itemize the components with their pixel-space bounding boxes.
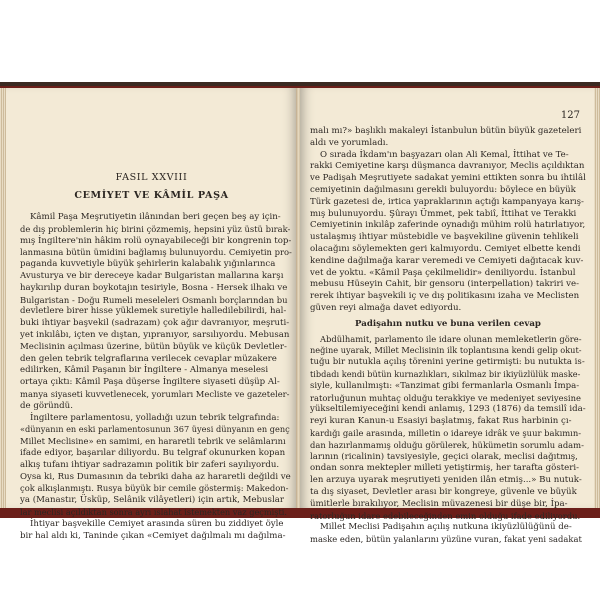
text-line: İhtiyar başvekille Cemiyet arasında süren bu ziddiyet öyle <box>30 518 284 529</box>
text-line: güven reyi almağa davet ediyordu. <box>310 302 462 313</box>
text-line: Oysa ki, Rus Dumasının da tebriki daha az hararetli değildi ve <box>20 471 291 482</box>
text-line: ortaya çıktı: Kâmil Paşa düşerse İngiltere siyaseti düşüp Al- <box>20 377 280 388</box>
text-line: mış bulunuyordu. Şûrayı Ümmet, pek tabiî, İttihat ve Terakki <box>310 208 577 219</box>
text-line: O sırada İkdam'ın başyazarı olan Ali Kemal, İttihat ve Te- <box>320 149 569 160</box>
text-line: lanmasına bütün ümidini bağlamış bulunuyordu. Cemiyetin pro- <box>20 247 292 258</box>
text-line: ve Padişah Meşrutiyete sadakat yemini ettikten sonra bu ihtilâl <box>310 173 586 184</box>
text-line: ustalaşmış ihtiyar müstebidle ve başvekiline güvenin tehlikeli <box>310 232 579 243</box>
text-line: ratorluğun idare edebileceğinden emin olduğu ifade ediliyordu. <box>310 510 581 521</box>
text-line: Cemiyetinin inkılâp zaferinde oynadığı mühim rolü hatırlatıyor, <box>310 220 586 231</box>
text-line: buki ihtiyar başvekil (sadrazam) çok ağır davranıyor, meşruti- <box>20 318 290 329</box>
text-line: lar meclisi açıldıktan sonra ayrı ıslahat istemekten vaz geçmişti. <box>20 506 287 517</box>
text-line: Abdülhamit, parlamento ile idare olunan memleketlerin göre- <box>320 333 582 344</box>
text-line: maske eden, bütün yalanlarını yüzüne vuran, fakat yeni sadakat <box>310 534 582 545</box>
text-line: de dış problemlerin hiç birini çözmemiş, hepsini yüz üstü bırak- <box>20 223 291 234</box>
text-line: larının (ricalinin) tavsiyesiyle, geçici olarak, meclisi dağıtmış, <box>310 451 578 462</box>
section-subheading: Padişahın nutku ve buna verilen cevap <box>355 318 541 329</box>
text-line: Kâmil Paşa Meşrutiyetin ilânından beri geçen beş ay için- <box>30 212 281 222</box>
left-page-body <box>20 212 292 542</box>
text-line: alkış tufanı ihtiyar sadrazamın politik bir zaferi sayılıyordu. <box>20 459 280 470</box>
text-line: kardığı gaile arasında, milletin o idareye idrâk ve şuur bakımın- <box>310 427 582 438</box>
left-page <box>6 88 297 541</box>
text-line: devletlere birer hisse yüklemek suretiyle halledilebilirdi, hal- <box>20 306 287 317</box>
text-line: ümitlerle bırakılıyor, Meclisin müvazenesi bir düşe bir, İpa- <box>310 498 568 509</box>
text-line: reyi kuran Kanun-u Esasiyi başlatmış, fakat Rus harbinin çı- <box>310 416 572 427</box>
text-line: de göründü. <box>20 400 73 411</box>
text-line: Bulgaristan - Doğu Rumeli meseleleri Osmanlı borçlarından bu <box>20 294 288 305</box>
page-number: 127 <box>560 110 580 121</box>
text-line: siyle, kullanılmıştı: «Tanzimat gibi fermanlarla Osmanlı İmpa- <box>310 380 580 391</box>
right-page <box>300 88 594 545</box>
text-line: Avusturya ve bir dereceye kadar Bulgaristan mallarına karşı <box>20 270 284 281</box>
text-line: rakki Cemiyetine karşı düşmanca davranıyor, Meclis açıldıktan <box>310 161 585 172</box>
text-line: ratorluğunun muhtaç olduğu terakkiye ve medeniyet seviyesine <box>310 392 581 403</box>
chapter-title: CEMİYET VE KÂMİL PAŞA <box>74 190 229 201</box>
text-line: «dünyanın en eski parlamentosunun 367 üyesi dünyanın en genç <box>20 424 290 435</box>
book-top-edge <box>0 82 600 86</box>
text-line: yet inkılâbı, içten ve dıştan, yıpranıyor, sarsılıyordu. Mebusan <box>20 329 290 340</box>
text-line: aldı ve yorumladı. <box>310 137 389 148</box>
text-line: vet de yoktu. «Kâmil Paşa çekilmelidir» deniliyordu. İstanbul <box>310 267 576 278</box>
text-line: Türk gazetesi de, irtica yapraklarının açtığı kampanyaya karış- <box>310 196 584 207</box>
text-line: rerek ihtiyar başvekili iç ve dış politikasını izaha ve Meclisten <box>310 291 580 302</box>
text-line: İngiltere parlamentosu, yolladığı uzun tebrik telgrafında: <box>30 412 280 423</box>
text-line: Meclisinin açılması üzerine, bütün büyük ve küçük Devletler- <box>20 341 287 352</box>
text-line: Millet Meclisine» en samimi, en hararetli tebrik ve selâmlarını <box>20 436 286 447</box>
text-line: cemiyetinin dağılmasını gerekli buluyordu: böylece en büyük <box>310 184 576 195</box>
text-line: paganda kuvvetiyle büyük şehirlerin kalabalık yığınlarınca <box>20 259 276 270</box>
text-line: ta dış siyaset, Devletler arası bir kongreye, güvenle ve büyük <box>310 486 577 497</box>
text-line: Millet Meclisi Padişahın açılış nutkuna ikiyüzlülüğünü de- <box>320 522 572 533</box>
text-line: dan hazırlanmamış olduğu görülerek, hükümetin sorumlu adam- <box>310 439 584 450</box>
text-line: ondan sonra mektepler milleti yetiştirmiş, her tarafta gösteri- <box>310 463 580 474</box>
chapter-number: FASIL XXVIII <box>115 172 188 183</box>
text-line: ifade ediyor, başarılar diliyordu. Bu telgraf okunurken kopan <box>20 447 286 458</box>
text-line: mebusu Hüseyin Cahit, bir gensoru (interpellation) takriri ve- <box>310 279 579 290</box>
text-line: tuğu bir nutukla açılış törenini yerine getirmişti: bu nutukta is- <box>310 357 585 368</box>
text-line: çok alkışlanmıştı. Rusya büyük bir cemile göstermiş: Makedon- <box>20 483 289 494</box>
text-line: yükseltilemiyeceğini kendi anlamış, 1293 (1876) da temsilî ida- <box>310 404 586 415</box>
text-line: kendine dağılmağa karar veremedi ve Cemiyeti dağıtacak kuv- <box>310 255 584 266</box>
text-line: len arzuya uyarak meşrutiyeti yeniden ilân etmiş...» Bu nutuk- <box>310 475 582 486</box>
text-line: malı mı?» başlıklı makaleyi İstanbulun bütün büyük gazeteleri <box>310 126 582 136</box>
text-line: olacağını söylemekten geri kalmıyordu. Cemiyet elbette kendi <box>310 243 581 254</box>
text-line: den gelen tebrik telgraflarına verilecek cevaplar müzakere <box>20 353 277 364</box>
text-line: bir hal aldı ki, Taninde çıkan «Cemiyet dağılmalı mı dağılma- <box>20 530 286 541</box>
text-line: ya (Manastır, Üsküp, Selânik vilâyetleri) için artık, Mebuslar <box>20 495 284 506</box>
text-line: tibdadı kendi bütün kurnazlıkları, sıkılmaz bir ikiyüzlülük maske- <box>310 368 581 379</box>
text-line: neğine uyarak, Millet Meclisinin ilk toplantısına kendi gelip okut- <box>310 345 582 356</box>
text-line: manya siyaseti kuvvetlenecek, yorumları Mecliste ve gazeteler- <box>20 388 290 399</box>
right-page-body <box>310 126 586 546</box>
text-line: edilirken, Kâmil Paşanın bir İngiltere - Almanya meselesi <box>20 365 269 376</box>
text-line: mış İngiltere'nin hâkim rolü oynayabileceği bir kongrenin top- <box>20 235 292 246</box>
text-line: haykırılıp duran boykotajın tesiriyle, Bosna - Hersek ilhakı ve <box>20 282 288 293</box>
